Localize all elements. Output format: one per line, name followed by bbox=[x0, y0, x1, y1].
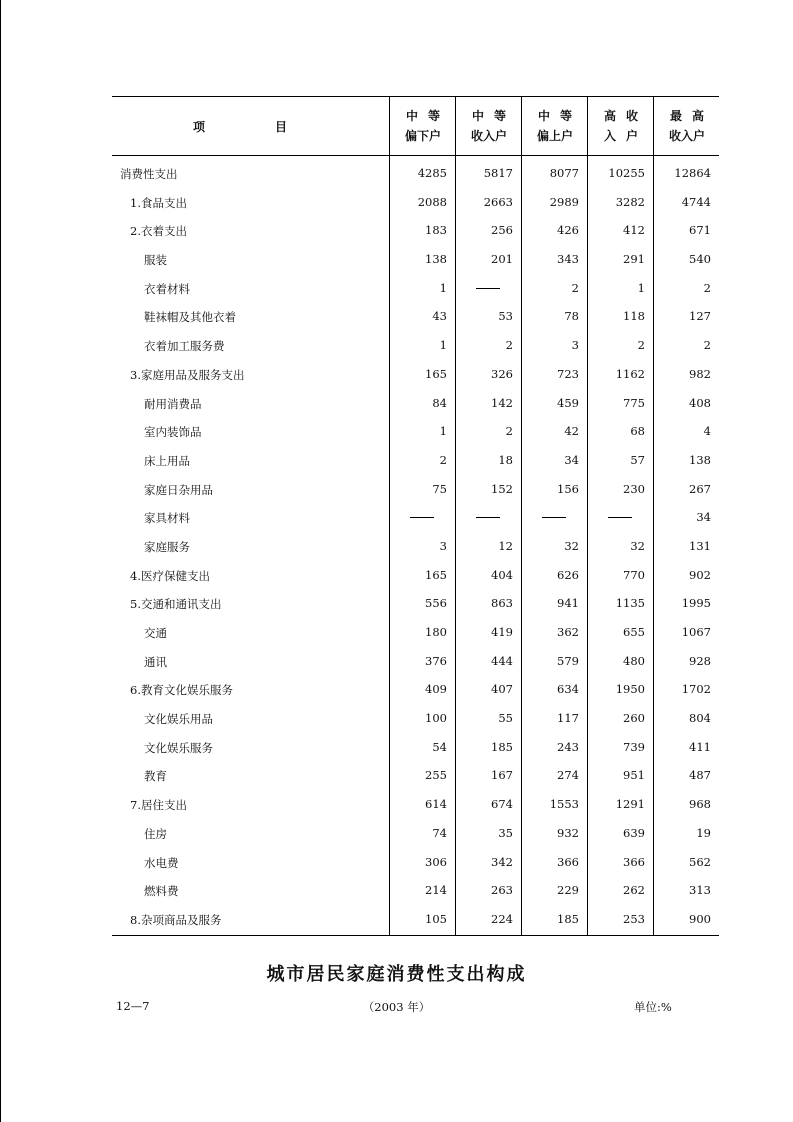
cell-value: 1067 bbox=[681, 625, 711, 639]
cell-value: 291 bbox=[623, 252, 645, 267]
header-col-2-line2: 收入户 bbox=[470, 129, 507, 143]
table-row bbox=[112, 560, 719, 589]
cell-value: 928 bbox=[689, 653, 711, 668]
table-row bbox=[112, 244, 719, 273]
cell-value: 487 bbox=[689, 768, 711, 783]
cell-value: 2989 bbox=[549, 194, 579, 209]
cell-value: 230 bbox=[623, 481, 645, 496]
cell-dash bbox=[476, 288, 500, 289]
row-label: 7.居住支出 bbox=[130, 798, 187, 813]
cell-value: 614 bbox=[425, 797, 447, 812]
header-col-4-line2: 入户 bbox=[603, 129, 648, 143]
cell-value: 35 bbox=[498, 825, 513, 840]
cell-value: 4 bbox=[703, 424, 711, 439]
cell-value: 1995 bbox=[681, 596, 711, 611]
cell-value: 723 bbox=[557, 366, 579, 381]
cell-value: 183 bbox=[425, 223, 447, 238]
cell-value: 362 bbox=[557, 625, 579, 639]
row-label: 家庭日杂用品 bbox=[144, 482, 213, 497]
cell-value: 34 bbox=[696, 510, 711, 525]
cell-value: 306 bbox=[425, 854, 447, 869]
cell-value: 201 bbox=[491, 252, 513, 267]
cell-value: 105 bbox=[425, 911, 447, 926]
cell-value: 4285 bbox=[417, 166, 447, 180]
cell-value: 2663 bbox=[483, 194, 513, 209]
cell-value: 579 bbox=[557, 653, 579, 668]
cell-value: 932 bbox=[557, 825, 579, 840]
table-year: （2003 年） bbox=[362, 1000, 431, 1014]
cell-value: 10255 bbox=[608, 166, 645, 180]
cell-value: 426 bbox=[557, 223, 579, 238]
cell-value: 770 bbox=[623, 567, 645, 582]
row-label: 4.医疗保健支出 bbox=[130, 568, 210, 583]
row-label: 8.杂项商品及服务 bbox=[130, 912, 222, 927]
cell-value: 229 bbox=[557, 883, 579, 898]
cell-value: 3 bbox=[571, 338, 579, 353]
cell-value: 366 bbox=[557, 854, 579, 869]
cell-value: 2 bbox=[439, 452, 447, 467]
table-bottom-rule bbox=[112, 935, 719, 936]
cell-value: 165 bbox=[425, 567, 447, 582]
cell-value: 739 bbox=[623, 739, 645, 754]
cell-dash bbox=[542, 517, 566, 518]
row-label: 衣着材料 bbox=[144, 281, 190, 296]
cell-value: 3282 bbox=[615, 194, 645, 209]
table-row bbox=[112, 359, 719, 388]
cell-value: 313 bbox=[689, 883, 711, 898]
row-label: 通讯 bbox=[144, 654, 167, 669]
page-edge-line bbox=[0, 0, 1, 1122]
cell-value: 74 bbox=[432, 825, 447, 840]
table-row bbox=[112, 474, 719, 503]
table-row bbox=[112, 531, 719, 560]
cell-value: 459 bbox=[557, 395, 579, 410]
table-row bbox=[112, 187, 719, 216]
table-row bbox=[112, 760, 719, 789]
row-label: 交通 bbox=[144, 626, 167, 640]
cell-value: 263 bbox=[491, 883, 513, 898]
cell-value: 156 bbox=[557, 481, 579, 496]
header-col-1-line1: 中等 bbox=[405, 109, 450, 123]
cell-value: 8077 bbox=[549, 166, 579, 180]
cell-value: 863 bbox=[491, 596, 513, 611]
cell-value: 260 bbox=[623, 711, 645, 726]
cell-value: 19 bbox=[696, 825, 711, 840]
cell-value: 12 bbox=[498, 538, 513, 553]
cell-value: 626 bbox=[557, 567, 579, 582]
cell-value: 480 bbox=[623, 653, 645, 668]
cell-value: 253 bbox=[623, 911, 645, 926]
cell-value: 2 bbox=[505, 424, 513, 439]
cell-value: 419 bbox=[491, 625, 513, 639]
cell-value: 1950 bbox=[615, 682, 645, 697]
row-label: 燃料费 bbox=[144, 884, 179, 899]
cell-value: 408 bbox=[689, 395, 711, 410]
table-row bbox=[112, 646, 719, 675]
table-row bbox=[112, 330, 719, 359]
cell-value: 639 bbox=[623, 825, 645, 840]
cell-value: 2 bbox=[703, 280, 711, 295]
row-label: 家庭服务 bbox=[144, 539, 190, 554]
header-col-4 bbox=[587, 97, 654, 155]
row-label: 2.衣着支出 bbox=[130, 224, 187, 239]
table-body bbox=[112, 156, 719, 935]
cell-value: 342 bbox=[491, 854, 513, 869]
cell-value: 214 bbox=[425, 883, 447, 898]
cell-value: 556 bbox=[425, 596, 447, 611]
row-label: 3.家庭用品及服务支出 bbox=[130, 367, 245, 382]
cell-value: 185 bbox=[557, 911, 579, 926]
cell-value: 5817 bbox=[483, 166, 513, 180]
cell-value: 671 bbox=[689, 223, 711, 238]
cell-value: 951 bbox=[623, 768, 645, 783]
cell-dash bbox=[410, 517, 434, 518]
header-item-char-2: 目 bbox=[275, 119, 288, 134]
cell-value: 256 bbox=[491, 223, 513, 238]
row-label: 服装 bbox=[144, 253, 167, 268]
cell-value: 326 bbox=[491, 366, 513, 381]
cell-value: 100 bbox=[425, 711, 447, 726]
table-header bbox=[112, 96, 719, 156]
cell-value: 444 bbox=[491, 653, 513, 668]
header-col-1-line2: 偏下户 bbox=[404, 129, 441, 143]
header-item-char-1: 项 bbox=[192, 119, 205, 134]
cell-value: 152 bbox=[491, 481, 513, 496]
cell-value: 3 bbox=[439, 538, 447, 553]
table-row bbox=[112, 502, 719, 531]
header-col-3 bbox=[521, 97, 588, 155]
cell-value: 12864 bbox=[674, 166, 711, 180]
cell-value: 2 bbox=[637, 338, 645, 353]
cell-value: 1702 bbox=[681, 682, 711, 697]
cell-value: 804 bbox=[689, 711, 711, 726]
cell-value: 900 bbox=[689, 911, 711, 926]
cell-value: 54 bbox=[432, 739, 447, 754]
cell-value: 902 bbox=[689, 567, 711, 582]
cell-value: 968 bbox=[689, 797, 711, 812]
cell-value: 411 bbox=[689, 739, 711, 754]
cell-value: 655 bbox=[623, 625, 645, 639]
cell-value: 941 bbox=[557, 596, 579, 611]
cell-value: 562 bbox=[689, 854, 711, 869]
table-row bbox=[112, 703, 719, 732]
cell-value: 180 bbox=[425, 625, 447, 639]
cell-value: 2 bbox=[571, 280, 579, 295]
row-label: 5.交通和通讯支出 bbox=[130, 597, 222, 612]
cell-value: 404 bbox=[491, 567, 513, 582]
cell-value: 42 bbox=[564, 424, 579, 439]
cell-value: 262 bbox=[623, 883, 645, 898]
cell-value: 412 bbox=[623, 223, 645, 238]
cell-value: 255 bbox=[425, 768, 447, 783]
cell-value: 407 bbox=[491, 682, 513, 697]
table-row bbox=[112, 273, 719, 302]
row-label: 消费性支出 bbox=[120, 167, 178, 181]
cell-value: 2088 bbox=[417, 194, 447, 209]
row-label: 室内装饰品 bbox=[144, 425, 202, 440]
cell-value: 75 bbox=[432, 481, 447, 496]
row-label: 住房 bbox=[144, 826, 167, 841]
header-col-1 bbox=[389, 97, 456, 155]
cell-value: 68 bbox=[630, 424, 645, 439]
row-label: 文化娱乐用品 bbox=[144, 712, 213, 727]
table-row bbox=[112, 445, 719, 474]
table-row bbox=[112, 588, 719, 617]
cell-value: 78 bbox=[564, 309, 579, 324]
row-label: 家具材料 bbox=[144, 511, 190, 526]
cell-value: 1291 bbox=[615, 797, 645, 812]
cell-dash bbox=[608, 517, 632, 518]
row-label: 6.教育文化娱乐服务 bbox=[130, 683, 233, 698]
cell-value: 118 bbox=[623, 309, 645, 324]
cell-value: 32 bbox=[564, 538, 579, 553]
cell-value: 1 bbox=[439, 280, 447, 295]
cell-value: 1 bbox=[439, 338, 447, 353]
row-label: 水电费 bbox=[144, 855, 179, 870]
cell-value: 117 bbox=[557, 711, 579, 726]
cell-value: 376 bbox=[425, 653, 447, 668]
cell-value: 982 bbox=[689, 366, 711, 381]
data-table bbox=[112, 96, 719, 936]
cell-value: 1162 bbox=[615, 366, 645, 381]
cell-value: 674 bbox=[491, 797, 513, 812]
table-row bbox=[112, 847, 719, 876]
cell-value: 274 bbox=[557, 768, 579, 783]
cell-value: 224 bbox=[491, 911, 513, 926]
cell-value: 2 bbox=[505, 338, 513, 353]
cell-value: 775 bbox=[623, 395, 645, 410]
header-col-3-line2: 偏上户 bbox=[536, 129, 573, 143]
cell-value: 165 bbox=[425, 366, 447, 381]
cell-value: 2 bbox=[703, 338, 711, 353]
table-row bbox=[112, 416, 719, 445]
cell-value: 84 bbox=[432, 395, 447, 410]
cell-value: 55 bbox=[498, 711, 513, 726]
table-unit: 单位:% bbox=[634, 1000, 672, 1014]
table-row bbox=[112, 617, 719, 646]
cell-value: 1 bbox=[637, 280, 645, 295]
cell-value: 634 bbox=[557, 682, 579, 697]
header-col-2-line1: 中等 bbox=[471, 109, 516, 123]
header-col-2 bbox=[455, 97, 522, 155]
table-row bbox=[112, 158, 719, 187]
cell-value: 1 bbox=[439, 424, 447, 439]
row-label: 床上用品 bbox=[144, 453, 190, 468]
row-label: 耐用消费品 bbox=[144, 396, 202, 411]
table-number: 12—7 bbox=[116, 999, 150, 1013]
table-row bbox=[112, 388, 719, 417]
cell-value: 343 bbox=[557, 252, 579, 267]
cell-value: 267 bbox=[689, 481, 711, 496]
cell-value: 18 bbox=[498, 452, 513, 467]
table-row bbox=[112, 904, 719, 933]
cell-value: 32 bbox=[630, 538, 645, 553]
cell-value: 1135 bbox=[615, 596, 645, 611]
header-col-5-line1: 最高 bbox=[669, 109, 714, 123]
cell-value: 127 bbox=[689, 309, 711, 324]
cell-value: 57 bbox=[630, 452, 645, 467]
cell-value: 34 bbox=[564, 452, 579, 467]
cell-value: 138 bbox=[689, 452, 711, 467]
table-row bbox=[112, 789, 719, 818]
cell-value: 142 bbox=[491, 395, 513, 410]
header-col-5-line2: 收入户 bbox=[668, 129, 705, 143]
table-row bbox=[112, 732, 719, 761]
cell-value: 185 bbox=[491, 739, 513, 754]
table-row bbox=[112, 818, 719, 847]
cell-value: 243 bbox=[557, 739, 579, 754]
header-col-3-line1: 中等 bbox=[537, 109, 582, 123]
page-title: 城市居民家庭消费性支出构成 bbox=[266, 964, 527, 985]
cell-value: 131 bbox=[689, 538, 711, 553]
cell-value: 4744 bbox=[681, 194, 711, 209]
row-label: 衣着加工服务费 bbox=[144, 339, 225, 354]
table-row bbox=[112, 215, 719, 244]
cell-dash bbox=[476, 517, 500, 518]
cell-value: 43 bbox=[432, 309, 447, 324]
header-col-5 bbox=[653, 97, 720, 155]
cell-value: 138 bbox=[425, 252, 447, 267]
table-row bbox=[112, 674, 719, 703]
cell-value: 409 bbox=[425, 682, 447, 697]
row-label: 1.食品支出 bbox=[130, 195, 187, 210]
cell-value: 53 bbox=[498, 309, 513, 324]
cell-value: 540 bbox=[689, 252, 711, 267]
row-label: 文化娱乐服务 bbox=[144, 740, 213, 755]
row-label: 教育 bbox=[144, 769, 167, 784]
table-row bbox=[112, 301, 719, 330]
cell-value: 167 bbox=[491, 768, 513, 783]
row-label: 鞋袜帽及其他衣着 bbox=[144, 310, 236, 325]
header-item-label bbox=[112, 97, 368, 155]
header-col-4-line1: 高收 bbox=[603, 109, 648, 123]
cell-value: 366 bbox=[623, 854, 645, 869]
table-row bbox=[112, 875, 719, 904]
cell-value: 1553 bbox=[549, 797, 579, 812]
